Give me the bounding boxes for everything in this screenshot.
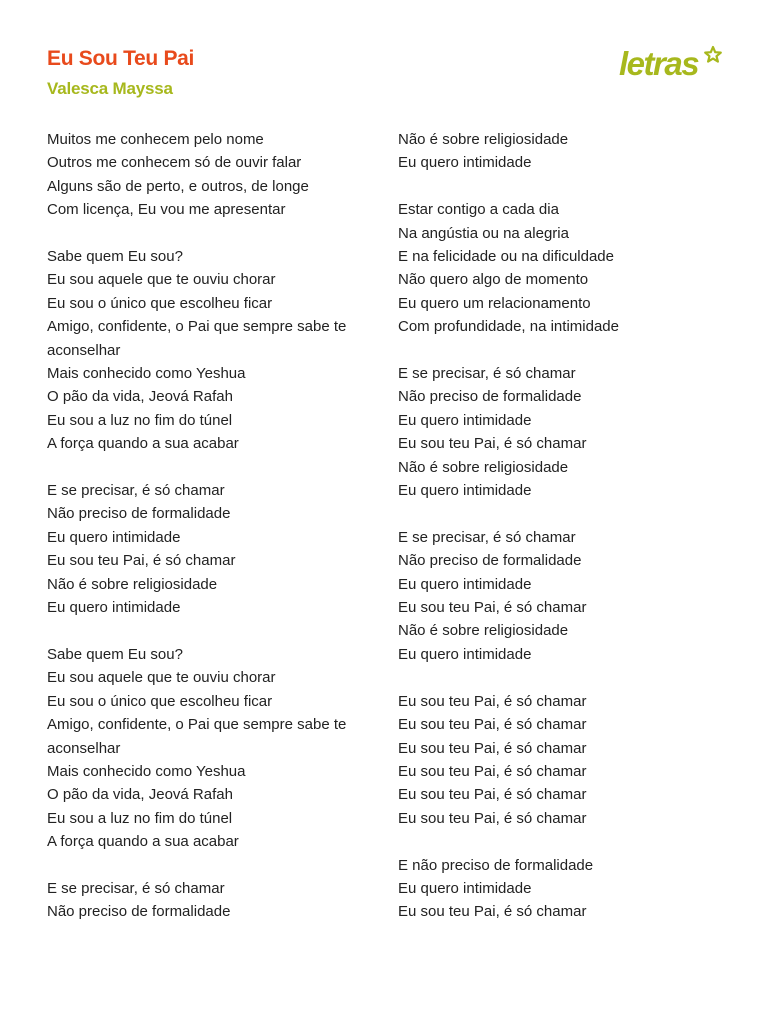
lyric-line: Não preciso de formalidade — [398, 552, 582, 570]
lyric-line: Estar contigo a cada dia — [398, 201, 559, 219]
lyric-line: Eu quero intimidade — [398, 482, 532, 500]
lyric-line: Eu sou teu Pai, é só chamar — [398, 435, 587, 453]
artist-name: Valesca Mayssa — [47, 79, 173, 98]
lyric-line: Eu sou teu Pai, é só chamar — [398, 809, 587, 827]
lyric-line: E se precisar, é só chamar — [47, 482, 225, 500]
lyric-line: Mais conhecido como Yeshua — [47, 762, 246, 780]
letras-logo — [617, 42, 725, 82]
lyric-line: Não quero algo de momento — [398, 271, 589, 289]
lyrics-stanza — [47, 479, 377, 619]
lyric-line: Eu sou teu Pai, é só chamar — [398, 599, 587, 617]
lyric-line: Eu sou aquele que te ouviu chorar — [47, 669, 276, 687]
lyric-line: Eu sou teu Pai, é só chamar — [47, 552, 236, 570]
lyric-line: Eu quero intimidade — [47, 528, 181, 546]
lyric-line: Eu quero intimidade — [398, 154, 532, 172]
lyric-line: Sabe quem Eu sou? — [47, 248, 183, 266]
lyrics-stanza — [47, 643, 377, 854]
lyric-line: Não é sobre religiosidade — [398, 131, 569, 148]
lyrics-stanza — [398, 198, 698, 338]
lyric-line: Amigo, confidente, o Pai que sempre sabe te aconselhar — [47, 318, 347, 359]
lyric-line: E se precisar, é só chamar — [47, 879, 225, 897]
lyric-line: E não preciso de formalidade — [398, 856, 594, 874]
lyric-line: Eu quero intimidade — [398, 411, 532, 429]
lyric-line: Mais conhecido como Yeshua — [47, 365, 246, 383]
lyric-line: O pão da vida, Jeová Rafah — [47, 388, 233, 406]
lyrics-stanza — [398, 690, 698, 830]
lyric-line: Eu sou o único que escolheu ficar — [47, 294, 273, 312]
lyric-line: Eu sou a luz no fim do túnel — [47, 809, 233, 827]
lyric-line: Não é sobre religiosidade — [47, 575, 218, 593]
lyric-line: Eu sou o único que escolheu ficar — [47, 692, 273, 710]
lyric-line: Sabe quem Eu sou? — [47, 645, 183, 663]
lyric-line: Na angústia ou na alegria — [398, 224, 569, 242]
lyric-line: Não preciso de formalidade — [398, 388, 582, 406]
lyrics-stanza — [398, 362, 698, 502]
lyric-line: Eu sou teu Pai, é só chamar — [398, 739, 587, 757]
lyric-line: Eu quero intimidade — [398, 879, 532, 897]
lyric-line: Alguns são de perto, e outros, de longe — [47, 177, 309, 195]
song-title: Eu Sou Teu Pai — [47, 47, 195, 70]
lyric-line: Com profundidade, na intimidade — [398, 318, 619, 336]
lyric-line: Eu quero um relacionamento — [398, 294, 591, 312]
lyric-line: Com licença, Eu vou me apresentar — [47, 201, 286, 219]
lyric-line: E se precisar, é só chamar — [398, 365, 576, 383]
lyric-line: Eu sou teu Pai, é só chamar — [398, 786, 587, 804]
lyrics-stanza — [47, 128, 377, 222]
lyric-line: E se precisar, é só chamar — [398, 528, 576, 546]
lyric-line: Eu quero intimidade — [47, 599, 181, 617]
lyric-line: Não é sobre religiosidade — [398, 458, 569, 476]
lyric-line: O pão da vida, Jeová Rafah — [47, 786, 233, 804]
lyric-line: Eu sou a luz no fim do túnel — [47, 411, 233, 429]
lyric-line: Eu sou aquele que te ouviu chorar — [47, 271, 276, 289]
logo-text: letras — [619, 45, 699, 82]
lyric-line: A força quando a sua acabar — [47, 435, 239, 453]
lyric-line: Amigo, confidente, o Pai que sempre sabe te aconselhar — [47, 716, 347, 757]
lyrics-stanza — [47, 877, 377, 924]
lyric-line: Eu sou teu Pai, é só chamar — [398, 903, 587, 921]
lyric-line: Não preciso de formalidade — [47, 903, 231, 921]
lyric-line: A força quando a sua acabar — [47, 833, 239, 851]
lyric-line: Não é sobre religiosidade — [398, 622, 569, 640]
star-icon — [705, 47, 721, 62]
lyric-line: Eu quero intimidade — [398, 575, 532, 593]
lyrics-stanza — [398, 128, 698, 175]
lyrics-column-right — [398, 128, 698, 947]
song-header — [47, 44, 194, 104]
lyric-line: Eu sou teu Pai, é só chamar — [398, 716, 587, 734]
lyrics-stanza — [398, 854, 698, 924]
lyrics-stanza — [47, 245, 377, 456]
lyrics-column-left — [47, 128, 377, 947]
lyric-line: Não preciso de formalidade — [47, 505, 231, 523]
lyric-line: E na felicidade ou na dificuldade — [398, 248, 614, 266]
lyric-line: Muitos me conhecem pelo nome — [47, 131, 264, 148]
lyric-line: Eu sou teu Pai, é só chamar — [398, 692, 587, 710]
lyrics-stanza — [398, 526, 698, 666]
lyric-line: Eu sou teu Pai, é só chamar — [398, 762, 587, 780]
lyric-line: Outros me conhecem só de ouvir falar — [47, 154, 302, 172]
lyric-line: Eu quero intimidade — [398, 645, 532, 663]
